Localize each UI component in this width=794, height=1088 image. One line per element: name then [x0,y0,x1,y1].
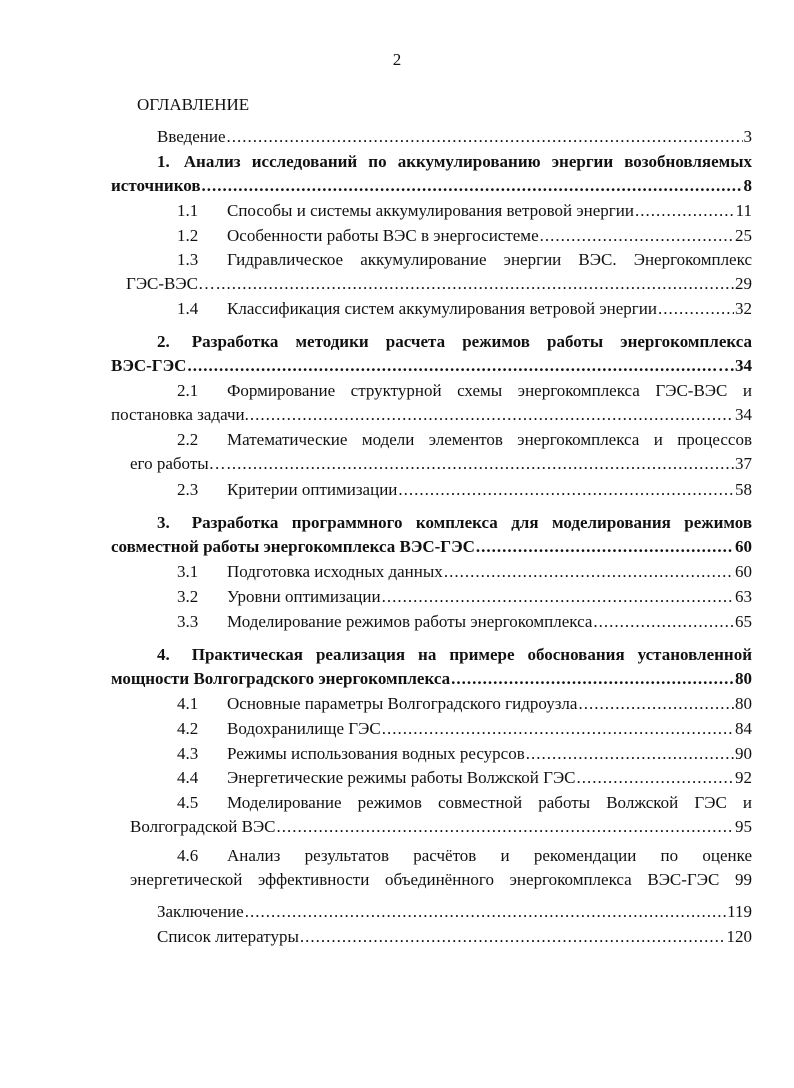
toc-entry-3-3[interactable] [177,610,752,634]
entry-label: Способы и системы аккумулирования ветровой энергии [227,201,634,220]
dot-leader [635,199,735,223]
entry-page: 95 [735,817,752,836]
entry-text: Гидравлическое аккумулирование энергии ВЭС. Энергокомплекс [227,250,752,269]
entry-number: 2.2 [177,430,199,449]
entry-page: 120 [726,927,752,946]
toc-entry-2-cont [111,354,752,378]
toc-entry-references[interactable] [157,925,752,949]
dot-leader [526,742,734,766]
entry-number: 4. [157,645,170,664]
toc-entry-1-4[interactable] [177,297,752,321]
entry-page: 80 [735,694,752,713]
entry-page: 37 [735,454,752,473]
entry-page: 58 [735,480,752,499]
toc-entry-1-1[interactable] [177,199,752,223]
entry-text: Анализ результатов расчётов и рекомендации по оценке [227,846,752,865]
toc-entry-2-2-cont [130,452,752,476]
entry-number: 4.1 [177,694,199,713]
entry-label: Критерии оптимизации [227,480,398,499]
toc-entry-1[interactable] [157,150,752,174]
entry-label: Режимы использования водных ресурсов [227,744,525,763]
toc-entry-4-4[interactable] [177,766,752,790]
entry-number: 1.1 [177,201,199,220]
entry-page: 25 [735,226,752,245]
entry-label: ГЭС-ВЭС… [126,274,215,293]
entry-number: 2.1 [177,381,199,400]
entry-text: Моделирование режимов совместной работы Волжской ГЭС и [227,793,752,812]
toc-entry-4-2[interactable] [177,717,752,741]
entry-number: 4.6 [177,846,199,865]
entry-label: Подготовка исходных данных [227,562,443,581]
toc-entry-3[interactable] [157,511,752,535]
entry-text: Практическая реализация на примере обоснования установленной [191,645,752,664]
toc-entry-1-3-cont [126,272,752,296]
toc-entry-4[interactable] [157,643,752,667]
entry-number: 4.4 [177,768,199,787]
entry-page: 60 [735,562,752,581]
entry-label: Водохранилище ГЭС [227,719,381,738]
entry-label: постановка задачи. [111,405,249,424]
dot-leader [216,272,734,296]
dot-leader [227,452,734,476]
toc-entry-2-1[interactable] [177,379,752,403]
entry-label: мощности Волгоградского энергокомплекса [111,669,451,688]
entry-page: 29 [735,274,752,293]
entry-page: 63 [735,587,752,606]
toc-entry-4-cont [111,667,752,691]
entry-text: Математические модели элементов энергокомплекса и процессов [227,430,752,449]
dot-leader [382,585,734,609]
entry-label: его работы… [130,454,226,473]
dot-leader [202,174,743,198]
entry-page: 34 [735,405,752,424]
toc-entry-4-6[interactable] [177,844,752,868]
entry-label: Волгоградской ВЭС [130,817,276,836]
toc-entry-4-1[interactable] [177,692,752,716]
entry-text: энергетической эффективности объединённого энергокомплекса ВЭС-ГЭС 99 [130,870,752,889]
entry-page: 3 [743,127,752,146]
toc-entry-4-5[interactable] [177,791,752,815]
entry-number: 4.3 [177,744,199,763]
dot-leader [382,717,734,741]
toc-entry-4-5-cont [130,815,752,839]
toc-entry-1-2[interactable] [177,224,752,248]
dot-leader [300,925,726,949]
dot-leader [578,692,734,716]
entry-page: 90 [735,744,752,763]
dot-leader [476,535,734,559]
toc-entry-3-2[interactable] [177,585,752,609]
entry-label: ВЭС-ГЭС [111,356,187,375]
entry-label: Энергетические режимы работы Волжской ГЭС [227,768,576,787]
toc-entry-2-2[interactable] [177,428,752,452]
toc-entry-4-6-cont [130,868,752,892]
dot-leader [540,224,734,248]
toc-title: ОГЛАВЛЕНИЕ [137,95,250,114]
entry-label: Моделирование режимов работы энергокомплекса [227,612,593,631]
entry-text: Разработка программного комплекса для моделирования режимов [191,513,752,532]
entry-text: Разработка методики расчета режимов работы энергокомплекса [191,332,752,351]
toc-entry-conclusion[interactable] [157,900,752,924]
entry-page: 65 [735,612,752,631]
dot-leader [451,667,734,691]
entry-label: Особенности работы ВЭС в энергосистеме [227,226,539,245]
page-number: 2 [392,50,402,69]
entry-page: 11 [735,201,752,220]
dot-leader [444,560,734,584]
dot-leader [277,815,734,839]
entry-number: 2. [157,332,170,351]
entry-page: 80 [735,669,752,688]
dot-leader [187,354,717,378]
toc-entry-1-3[interactable] [177,248,752,272]
entry-label: Введение [157,127,226,146]
entry-number: 4.5 [177,793,199,812]
entry-number: 1.4 [177,299,199,318]
entry-number: 2.3 [177,480,199,499]
entry-page: 92 [735,768,752,787]
dot-leader [593,610,734,634]
entry-page: 84 [735,719,752,738]
dot-leader [227,125,743,149]
dot-leader [250,403,734,427]
toc-entry-2[interactable] [157,330,752,354]
entry-label: Уровни оптимизации [227,587,381,606]
entry-number: 1.3 [177,250,199,269]
toc-entry-1-cont [111,174,752,198]
entry-number: 1. [157,152,170,171]
toc-entry-2-1-cont [111,403,752,427]
dot-leader [577,766,734,790]
entry-page: 8 [743,176,752,195]
entry-text: Анализ исследований по аккумулированию энергии возобновляемых [183,152,752,171]
toc-entry-intro[interactable] [157,125,752,149]
entry-number: 1.2 [177,226,199,245]
entry-page: 60 [735,537,752,556]
entry-label: Заключение [157,902,244,921]
entry-label: совместной работы энергокомплекса ВЭС-ГЭС [111,537,475,556]
entry-text: Формирование структурной схемы энергокомплекса ГЭС-ВЭС и [227,381,752,400]
dot-leader [245,900,726,924]
entry-page: …34 [718,356,752,375]
entry-page: 119 [727,902,752,921]
entry-label: источников [111,176,201,195]
toc-entry-4-3[interactable] [177,742,752,766]
dot-leader [658,297,734,321]
entry-label: Основные параметры Волгоградского гидроузла [227,694,578,713]
entry-number: 3.2 [177,587,199,606]
entry-label: Классификация систем аккумулирования ветровой энергии [227,299,657,318]
entry-number: 4.2 [177,719,199,738]
entry-number: 3.3 [177,612,199,631]
entry-number: 3.1 [177,562,199,581]
toc-entry-2-3[interactable] [177,478,752,502]
toc-entry-3-cont [111,535,752,559]
entry-label: Список литературы [157,927,299,946]
toc-entry-3-1[interactable] [177,560,752,584]
entry-number: 3. [157,513,170,532]
entry-page: 32 [735,299,752,318]
dot-leader [398,478,734,502]
